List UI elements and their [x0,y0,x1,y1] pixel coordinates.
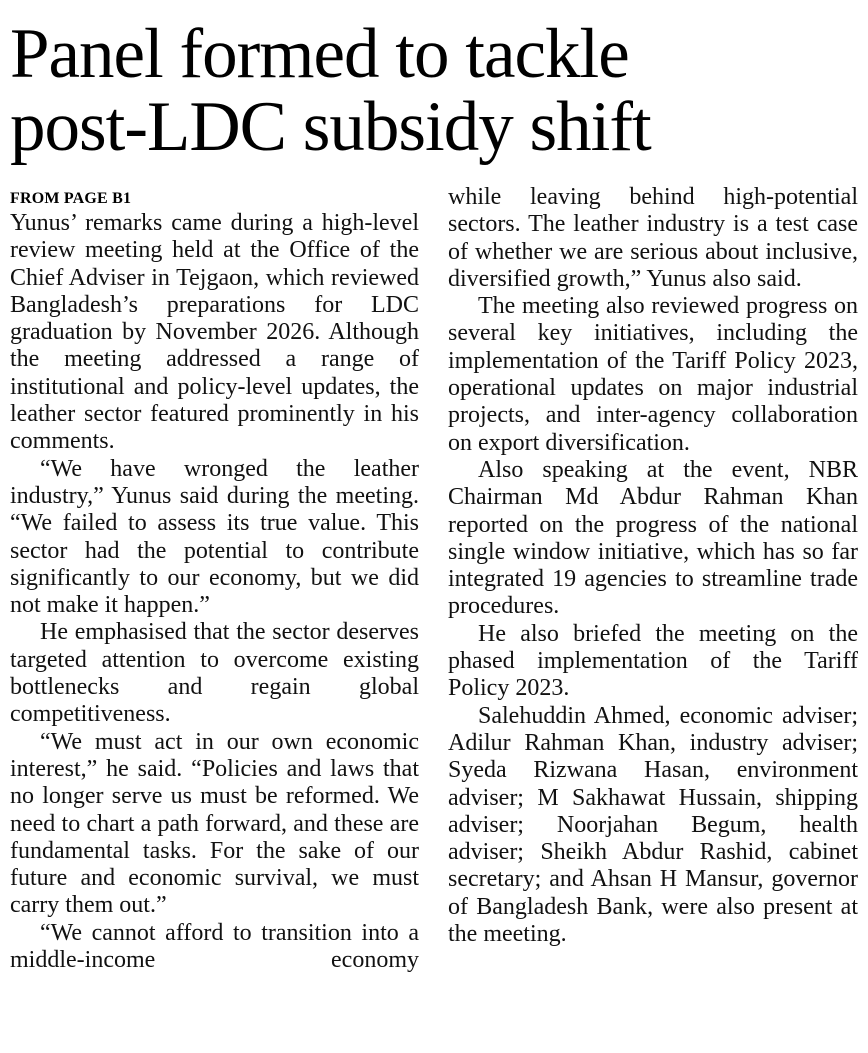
headline-line-1: Panel formed to tackle [10,15,629,93]
headline-line-2: post-LDC subsidy shift [10,88,651,166]
paragraph: “We have wronged the leather industry,” Yunus said during the meeting. “We failed to assess its true value. This sector had the potential to contribute significantly to our economy, but we did not make it happen.” [10,455,419,619]
paragraph: The meeting also reviewed progress on several key initiatives, including the implementation of the Tariff Policy 2023, operational updates on major industrial projects, and inter-agency collaboration on export diversification. [448,293,858,456]
article-column-left [10,189,419,974]
paragraph: He emphasised that the sector deserves targeted attention to overcome existing bottlenecks and regain global competitiveness. [10,619,419,728]
article-column-right [448,184,858,948]
paragraph: He also briefed the meeting on the phased implementation of the Tariff Policy 2023. [448,620,858,702]
paragraph: Salehuddin Ahmed, economic adviser; Adilur Rahman Khan, industry adviser; Syeda Rizwana Hasan, environment adviser; M Sakhawat Hussain, shipping adviser; Noorjahan Begum, health adviser; Sheikh Abdur Rashid, cabinet secretary; and Ahsan H Mansur, governor of Bangladesh Bank, were also present at the meeting. [448,702,858,948]
paragraph: Also speaking at the event, NBR Chairman Md Abdur Rahman Khan reported on the progress of the national single window initiative, which has so far integrated 19 agencies to streamline trade procedures. [448,456,858,620]
continued-from-label: FROM PAGE B1 [10,190,132,207]
paragraph: while leaving behind high-potential sectors. The leather industry is a test case of whether we are serious about inclusive, diversified growth,” Yunus also said. [448,184,858,292]
paragraph: “We cannot afford to transition into a middle-income economy [10,919,419,974]
paragraph: Yunus’ remarks came during a high-level review meeting held at the Office of the Chief Adviser in Tejgaon, which reviewed Bangladesh’s preparations for LDC graduation by November 2026. Although the meeting addressed a range of institutional and policy-level updates, the leather sector featured prominently in his comments. [10,210,419,455]
paragraph: “We must act in our own economic interest,” he said. “Policies and laws that no longer serve us must be reformed. We need to chart a path forward, and these are fundamental tasks. For the sake of our future and economic survival, we must carry them out.” [10,728,419,919]
article-headline [10,15,860,166]
